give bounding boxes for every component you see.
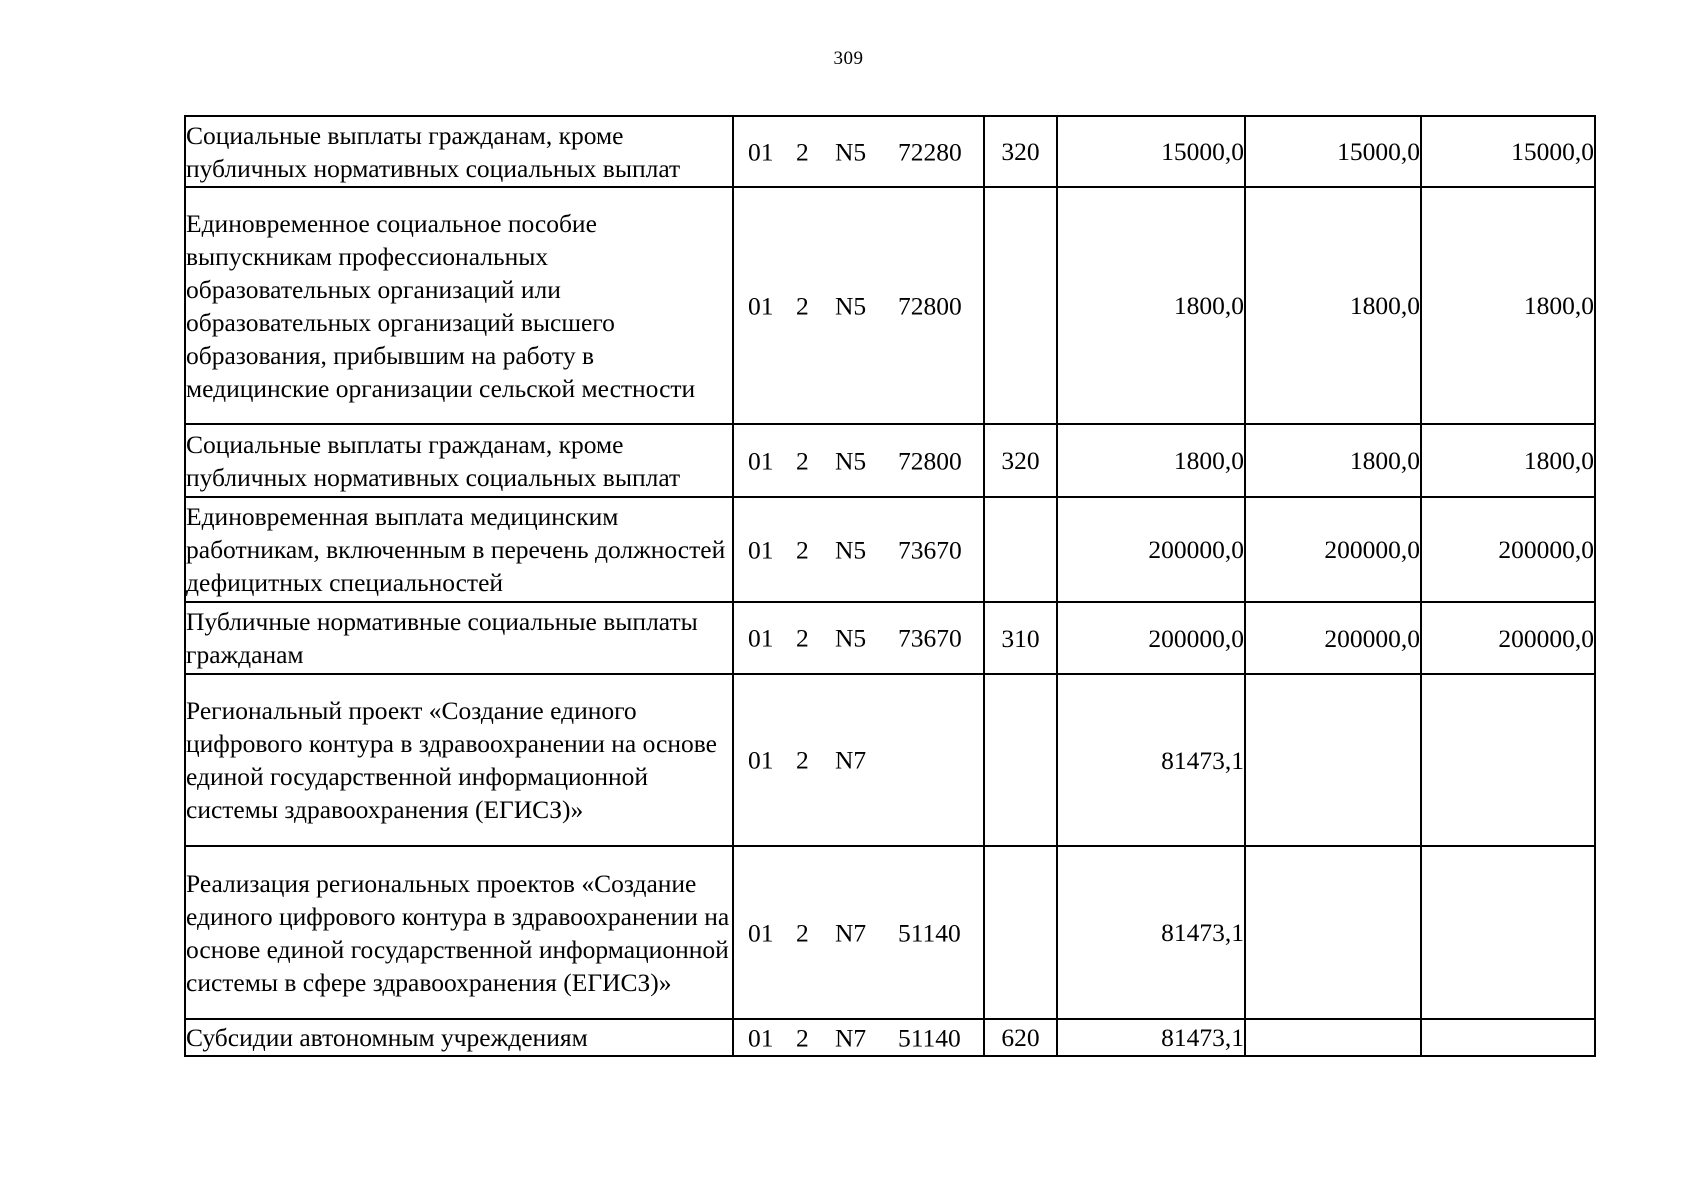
table-row xyxy=(185,187,1595,424)
program-code: 01 xyxy=(748,1023,774,1052)
program-code: 01 xyxy=(748,137,774,166)
direction-code: 51140 xyxy=(898,918,961,947)
amount-year-3 xyxy=(1421,674,1595,846)
amount-year-2: 1800,0 xyxy=(1245,187,1421,424)
amount-year-3: 15000,0 xyxy=(1421,116,1595,187)
target-article-cell xyxy=(733,497,984,602)
project-code: N7 xyxy=(835,1023,867,1052)
direction-code: 72800 xyxy=(898,291,962,320)
expense-type-code xyxy=(984,846,1057,1019)
page-number: 309 xyxy=(833,48,864,69)
direction-code: 51140 xyxy=(898,1023,961,1052)
target-article-cell xyxy=(733,846,984,1019)
table-row xyxy=(185,1019,1595,1056)
project-code: N5 xyxy=(835,623,867,653)
amount-year-1: 81473,1 xyxy=(1057,846,1245,1019)
amount-year-2: 1800,0 xyxy=(1245,424,1421,497)
subprogram-code: 2 xyxy=(796,446,809,475)
amount-year-1: 200000,0 xyxy=(1057,602,1245,674)
program-code: 01 xyxy=(748,918,774,947)
amount-year-1: 81473,1 xyxy=(1057,674,1245,846)
subprogram-code: 2 xyxy=(796,745,809,775)
program-code: 01 xyxy=(748,535,774,564)
table-row xyxy=(185,424,1595,497)
target-article-cell xyxy=(733,187,984,424)
amount-year-3: 1800,0 xyxy=(1421,424,1595,497)
amount-year-2 xyxy=(1245,674,1421,846)
budget-table xyxy=(184,115,1596,1057)
table-row xyxy=(185,602,1595,674)
direction-code: 72280 xyxy=(898,137,962,166)
amount-year-1: 81473,1 xyxy=(1057,1019,1245,1056)
amount-year-1: 1800,0 xyxy=(1057,187,1245,424)
subprogram-code: 2 xyxy=(796,918,809,947)
amount-year-1: 15000,0 xyxy=(1057,116,1245,187)
project-code: N5 xyxy=(835,535,867,564)
subprogram-code: 2 xyxy=(796,623,809,653)
table-row xyxy=(185,497,1595,602)
table-row xyxy=(185,116,1595,187)
program-code: 01 xyxy=(748,291,774,320)
expense-type-code xyxy=(984,497,1057,602)
target-article-cell xyxy=(733,602,984,674)
expense-type-code: 320 xyxy=(984,116,1057,187)
target-article-cell xyxy=(733,674,984,846)
amount-year-2 xyxy=(1245,846,1421,1019)
amount-year-3 xyxy=(1421,1019,1595,1056)
amount-year-1: 1800,0 xyxy=(1057,424,1245,497)
amount-year-2: 200000,0 xyxy=(1245,602,1421,674)
table-row xyxy=(185,674,1595,846)
amount-year-2: 200000,0 xyxy=(1245,497,1421,602)
amount-year-3 xyxy=(1421,846,1595,1019)
program-code: 01 xyxy=(748,446,774,475)
row-name: Региональный проект «Создание единого цифрового контура в здравоохранении на основе единой государственной информационной системы здравоохранения (ЕГИСЗ)» xyxy=(185,674,733,846)
subprogram-code: 2 xyxy=(796,535,809,564)
expense-type-code: 310 xyxy=(984,602,1057,674)
row-name: Реализация региональных проектов «Создание единого цифрового контура в здравоохранении на основе единой государственной информационной системы в сфере здравоохранения (ЕГИСЗ)» xyxy=(185,846,733,1019)
amount-year-3: 1800,0 xyxy=(1421,187,1595,424)
row-name: Социальные выплаты гражданам, кроме публичных нормативных социальных выплат xyxy=(185,116,733,187)
row-name: Публичные нормативные социальные выплаты гражданам xyxy=(185,602,733,674)
amount-year-2 xyxy=(1245,1019,1421,1056)
project-code: N5 xyxy=(835,446,867,475)
expense-type-code: 620 xyxy=(984,1019,1057,1056)
project-code: N5 xyxy=(835,291,867,320)
program-code: 01 xyxy=(748,745,774,775)
amount-year-3: 200000,0 xyxy=(1421,497,1595,602)
project-code: N7 xyxy=(835,745,867,775)
amount-year-3: 200000,0 xyxy=(1421,602,1595,674)
target-article-cell xyxy=(733,116,984,187)
direction-code: 73670 xyxy=(898,623,962,653)
program-code: 01 xyxy=(748,623,774,653)
expense-type-code xyxy=(984,187,1057,424)
amount-year-1: 200000,0 xyxy=(1057,497,1245,602)
project-code: N7 xyxy=(835,918,867,947)
table-row xyxy=(185,846,1595,1019)
direction-code: 72800 xyxy=(898,446,962,475)
target-article-cell xyxy=(733,424,984,497)
amount-year-2: 15000,0 xyxy=(1245,116,1421,187)
subprogram-code: 2 xyxy=(796,1023,809,1052)
subprogram-code: 2 xyxy=(796,137,809,166)
expense-type-code xyxy=(984,674,1057,846)
project-code: N5 xyxy=(835,137,867,166)
row-name: Единовременная выплата медицинским работникам, включенным в перечень должностей дефицитных специальностей xyxy=(185,497,733,602)
row-name: Социальные выплаты гражданам, кроме публичных нормативных социальных выплат xyxy=(185,424,733,497)
row-name: Единовременное социальное пособие выпускникам профессиональных образовательных организаций или образовательных организаций высшего образования, прибывшим на работу в медицинские организации сельской местности xyxy=(185,187,733,424)
expense-type-code: 320 xyxy=(984,424,1057,497)
direction-code: 73670 xyxy=(898,535,962,564)
subprogram-code: 2 xyxy=(796,291,809,320)
target-article-cell xyxy=(733,1019,984,1056)
row-name: Субсидии автономным учреждениям xyxy=(185,1019,733,1056)
